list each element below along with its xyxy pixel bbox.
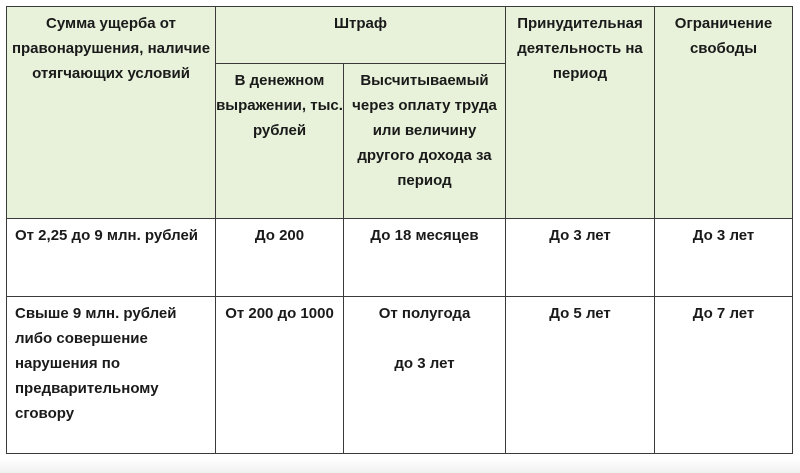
cell-fine-income: До 18 месяцев (344, 219, 506, 297)
cell-fine-income-line1: От полугода (378, 305, 471, 322)
table-row (7, 297, 793, 454)
cell-fine-income-line2: до 3 лет (394, 355, 455, 372)
table-header-row (7, 7, 793, 64)
cell-forced-labor: До 5 лет (506, 297, 655, 454)
table-row (7, 219, 793, 297)
header-fine: Штраф (216, 7, 506, 64)
cell-forced-labor: До 3 лет (506, 219, 655, 297)
cell-fine-income (344, 297, 506, 454)
header-fine-money: В денежном выражении, тыс. рублей (216, 64, 344, 219)
penalty-table (6, 6, 793, 454)
cell-fine-money: От 200 до 1000 (216, 297, 344, 454)
header-damage-conditions: Сумма ущерба от правонарушения, наличие отягчающих условий (7, 7, 216, 219)
header-fine-income: Высчитываемый через оплату труда или величину другого дохода за период (344, 64, 506, 219)
header-forced-labor: Принудительная деятельность на период (506, 7, 655, 219)
cell-condition: От 2,25 до 9 млн. рублей (7, 219, 216, 297)
cell-restriction: До 3 лет (655, 219, 793, 297)
cell-fine-money: До 200 (216, 219, 344, 297)
line-gap (344, 326, 505, 351)
bottom-shadow (0, 459, 800, 473)
cell-restriction: До 7 лет (655, 297, 793, 454)
header-restriction-of-freedom: Ограничение свободы (655, 7, 793, 219)
cell-condition: Свыше 9 млн. рублей либо совершение нарушения по предварительному сговору (7, 297, 216, 454)
